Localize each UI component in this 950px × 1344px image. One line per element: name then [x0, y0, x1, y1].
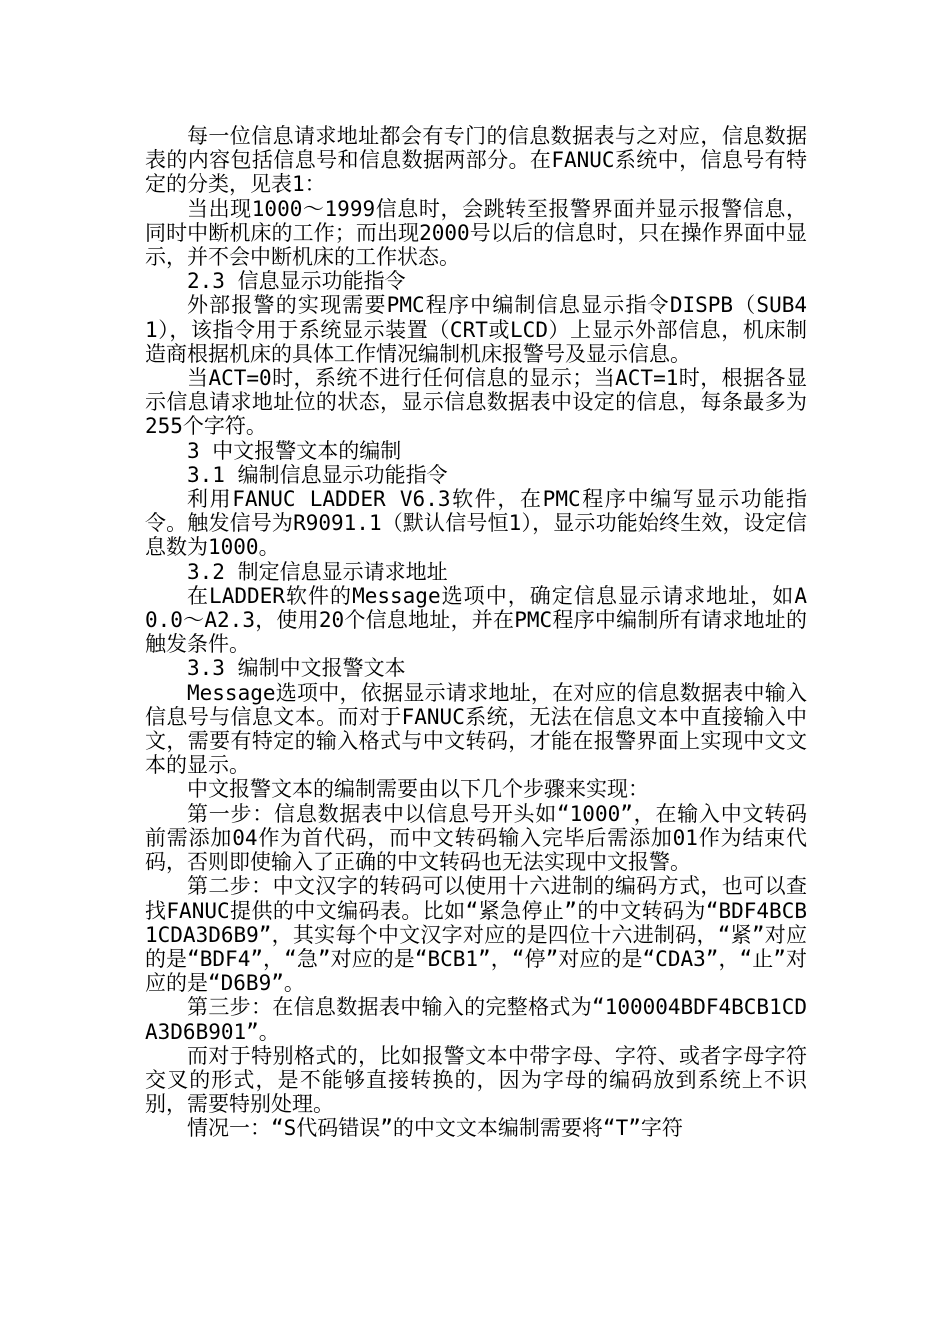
document-page	[145, 124, 807, 1141]
paragraph: 情况一：“S代码错误”的中文文本编制需要将“T”字符	[187, 1116, 683, 1141]
paragraph: 中文报警文本的编制需要由以下几个步骤来实现：	[187, 777, 649, 802]
paragraph: Message选项中，依据显示请求地址，在对应的信息数据表中输入信息号与信息文本。而对于FANUC系统，无法在信息文本中直接输入中文，需要有特定的输入格式与中文转码，才能在报警界面上实现中文文本的显示。	[145, 680, 807, 778]
paragraph: 利用FANUC LADDER V6.3软件，在PMC程序中编写显示功能指令。触发信号为R9091.1（默认信号恒1），显示功能始终生效，设定信息数为1000。	[145, 487, 807, 560]
paragraph: 当出现1000～1999信息时，会跳转至报警界面并显示报警信息，同时中断机床的工作；而出现2000号以后的信息时，只在操作界面中显示，并不会中断机床的工作状态。	[145, 196, 807, 270]
section-heading: 3.2 制定信息显示请求地址	[187, 559, 448, 584]
section-heading: 2.3 信息显示功能指令	[187, 269, 406, 294]
section-heading: 3.3 编制中文报警文本	[187, 656, 406, 681]
paragraph: 每一位信息请求地址都会有专门的信息数据表与之对应，信息数据表的内容包括信息号和信息数据两部分。在FANUC系统中，信息号有特定的分类，见表1：	[145, 124, 807, 197]
paragraph: 第二步：中文汉字的转码可以使用十六进制的编码方式，也可以查找FANUC提供的中文编码表。比如“紧急停止”的中文转码为“BDF4BCB1CDA3D6B9”，其实每个中文汉字对应的是四位十六进制码，“紧”对应的是“BDF4”，“急”对应的是“BCB1”，“停”对应的是“CDA3”，“止”对应的是“D6B9”。	[145, 874, 807, 996]
section-heading: 3 中文报警文本的编制	[187, 438, 402, 463]
paragraph: 在LADDER软件的Message选项中，确定信息显示请求地址，如A0.0～A2.3，使用20个信息地址，并在PMC程序中编制所有请求地址的触发条件。	[145, 583, 807, 657]
paragraph: 而对于特别格式的，比如报警文本中带字母、字符、或者字母字符交叉的形式，是不能够直接转换的，因为字母的编码放到系统上不识别，需要特别处理。	[145, 1043, 807, 1117]
paragraph: 当ACT=0时，系统不进行任何信息的显示；当ACT=1时，根据各显示信息请求地址位的状态，显示信息数据表中设定的信息，每条最多为255个字符。	[145, 366, 807, 439]
paragraph: 外部报警的实现需要PMC程序中编制信息显示指令DISPB（SUB41），该指令用于系统显示装置（CRT或LCD）上显示外部信息，机床制造商根据机床的具体工作情况编制机床报警号及显示信息。	[145, 293, 807, 366]
paragraph: 第一步：信息数据表中以信息号开头如“1000”，在输入中文转码前需添加04作为首代码，而中文转码输入完毕后需添加01作为结束代码，否则即使输入了正确的中文转码也无法实现中文报警。	[145, 801, 807, 875]
section-heading: 3.1 编制信息显示功能指令	[187, 462, 448, 487]
paragraph: 第三步：在信息数据表中输入的完整格式为“100004BDF4BCB1CDA3D6B901”。	[145, 995, 807, 1044]
